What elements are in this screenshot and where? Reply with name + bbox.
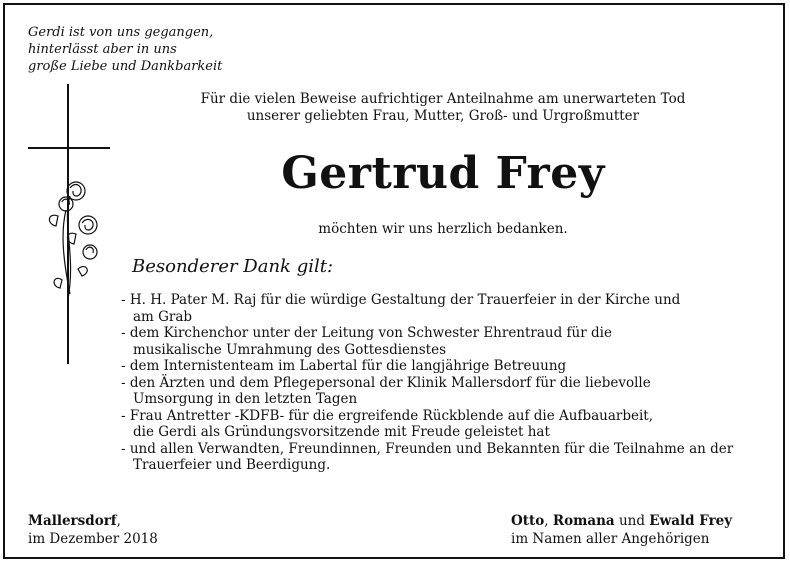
list-item	[121, 358, 733, 375]
intro-line-2: unserer geliebten Frau, Mutter, Groß- und Urgroßmutter	[246, 108, 640, 124]
list-item	[121, 441, 733, 474]
list-item-line: - dem Internistenteam im Labertal für die langjährige Betreuung	[121, 358, 567, 374]
family-separator-2: und	[614, 513, 650, 529]
list-item-continuation: musikalische Umrahmung des Gottesdienstes	[133, 341, 447, 358]
place-line	[28, 512, 158, 530]
family-name-3: Ewald Frey	[649, 513, 733, 529]
family-separator-1: ,	[544, 513, 553, 529]
thanks-line: möchten wir uns herzlich bedanken.	[318, 221, 568, 237]
deceased-name: Gertrud Frey	[281, 148, 605, 199]
list-item-continuation: die Gerdi als Gründungsvorsitzende mit Freude geleistet hat	[133, 424, 550, 440]
list-item-line: - H. H. Pater M. Raj für die würdige Gestaltung der Trauerfeier in der Kirche und	[121, 292, 681, 308]
motto-line: hinterlässt aber in uns	[28, 42, 177, 57]
motto-line: große Liebe und Dankbarkeit	[28, 59, 223, 74]
list-item	[121, 375, 733, 408]
list-item-continuation: am Grab	[133, 308, 193, 325]
list-item-line: - Frau Antretter -KDFB- für die ergreifende Rückblende auf die Aufbauarbeit,	[121, 407, 654, 424]
list-item-continuation: Umsorgung in den letzten Tagen	[133, 391, 358, 407]
family-names	[511, 512, 732, 530]
family-name-2: Romana	[552, 513, 615, 529]
place-date-signature	[28, 512, 158, 548]
list-item	[121, 408, 733, 441]
intro-text	[168, 91, 718, 125]
place-comma: ,	[116, 513, 121, 529]
motto-line: Gerdi ist von uns gegangen,	[28, 25, 214, 40]
cross-with-roses-icon	[26, 84, 116, 364]
list-item	[121, 292, 733, 325]
thanks-list	[121, 292, 733, 474]
date-line: im Dezember 2018	[28, 531, 158, 547]
family-signature	[511, 512, 732, 548]
list-item-line: - und allen Verwandten, Freundinnen, Freunden und Bekannten für die Teilnahme an der	[121, 440, 734, 457]
list-item-line: - den Ärzten und dem Pflegepersonal der Klinik Mallersdorf für die liebevolle	[121, 374, 651, 391]
intro-line-1: Für die vielen Beweise aufrichtiger Anteilnahme am unerwarteten Tod	[200, 91, 686, 107]
family-subline: im Namen aller Angehörigen	[511, 531, 710, 547]
family-name-1: Otto	[511, 513, 545, 529]
special-thanks-heading: Besonderer Dank gilt:	[132, 256, 334, 277]
motto	[28, 24, 222, 75]
notice-frame	[3, 3, 785, 559]
place: Mallersdorf	[28, 513, 117, 529]
list-item	[121, 325, 733, 358]
list-item-continuation: Trauerfeier und Beerdigung.	[133, 457, 331, 473]
list-item-line: - dem Kirchenchor unter der Leitung von Schwester Ehrentraud für die	[121, 325, 612, 341]
